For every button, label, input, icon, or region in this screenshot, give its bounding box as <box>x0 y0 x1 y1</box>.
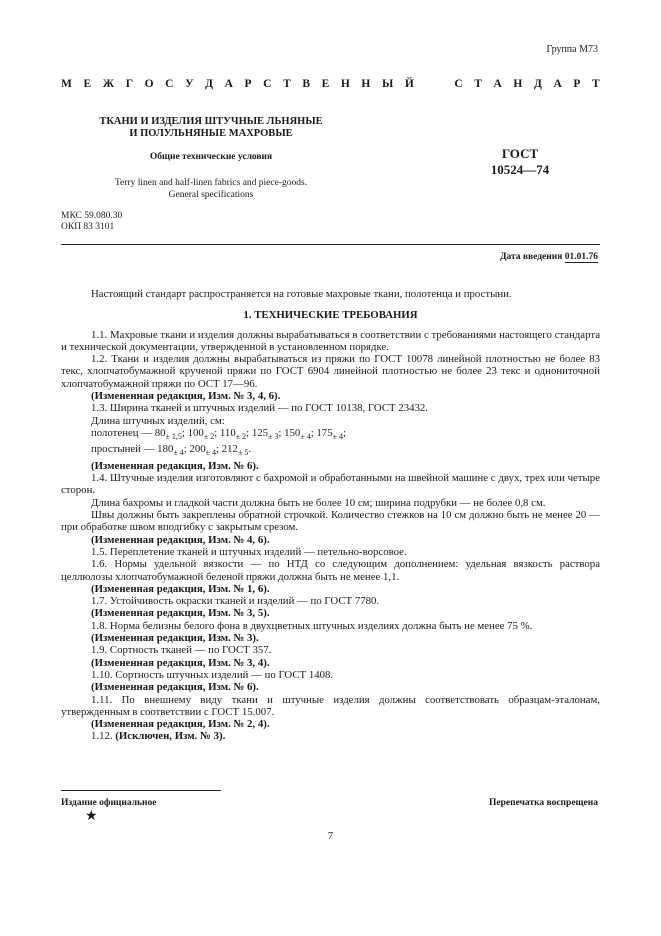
gost-number: 10524—74 <box>490 162 550 177</box>
amendment-note: (Измененная редакция, Изм. № 3, 4, 6). <box>91 390 281 403</box>
towel-lengths-label: полотенец — <box>91 426 155 439</box>
amendment-note: (Измененная редакция, Изм. № 4, 6). <box>91 533 270 546</box>
gost-label: ГОСТ <box>501 146 539 161</box>
clause-1-12-number: 1.12. <box>91 730 113 743</box>
clause-1-10: 1.10. Сортность штучных изделий — по ГОСТ 1408. <box>91 668 334 681</box>
size-value: 150 <box>284 426 301 439</box>
sheet-lengths-label: простыней — <box>91 443 158 456</box>
date-value: 01.01.76 <box>564 252 598 262</box>
size-tolerance: ± 5 <box>237 448 249 458</box>
banner-letter: С <box>263 78 272 90</box>
banner-letter: У <box>185 78 194 90</box>
document-subtitle: Общие технические условия <box>149 152 273 162</box>
mks-code: МКС 59.080.30 <box>61 211 123 221</box>
clause-1-2: 1.2. Ткани и изделия должны вырабатываться из пряжи по ГОСТ 10078 линейной плотностью не более 83 текс, хлопчатобумажной крученой пряжи по ГОСТ 6904 линейной плотностью не более 23 текс и однониточной хлопчатобумажной пряжи по ОСТ 17—96. <box>61 353 600 390</box>
amendment-note: (Измененная редакция, Изм. № 3, 5). <box>91 607 270 620</box>
banner-letter <box>440 78 443 90</box>
clause-1-1: 1.1. Махровые ткани и изделия должны вырабатываться в соответствии с требованиями настоящего стандарта и технической документации, утвержденной в установленном порядке. <box>61 328 600 353</box>
size-value: 200 <box>189 443 206 456</box>
banner-letter: А <box>493 78 502 90</box>
title-line-1: ТКАНИ И ИЗДЕЛИЯ ШТУЧНЫЕ ЛЬНЯНЫЕ <box>99 116 323 127</box>
clause-1-4-seams: Швы должны быть закреплены обратной строчкой. Количество стежков на 10 см должно быть не менее 20 — при обработке швом вподгибку с закрытым срезом. <box>61 509 600 534</box>
sheet-lengths <box>61 443 600 459</box>
size-tolerance: ± 4 <box>332 432 343 442</box>
amendment-note: (Измененная редакция, Изм. № 6). <box>91 681 259 694</box>
english-title <box>61 177 361 201</box>
page-number: 7 <box>327 831 334 842</box>
clause-1-7: 1.7. Устойчивость окраски тканей и изделий — по ГОСТ 7780. <box>91 595 380 608</box>
footer-divider <box>61 790 221 791</box>
towel-lengths <box>61 427 600 443</box>
banner-letter: Н <box>513 78 523 90</box>
clause-1-11: 1.11. По внешнему виду ткани и штучные изделия должны соответствовать образцам-эталонам, утвержденным в соответствии с ГОСТ 15.007. <box>61 693 600 718</box>
size-tolerance: ± 2 <box>203 432 215 442</box>
clause-1-3: 1.3. Ширина тканей и штучных изделий — по ГОСТ 10138, ГОСТ 23432. <box>91 402 429 415</box>
banner-letter <box>425 78 428 90</box>
banner-letter: Н <box>340 78 350 90</box>
group-code: Группа М73 <box>546 44 598 55</box>
document-title <box>61 116 361 140</box>
size-value: 125 <box>251 426 269 439</box>
banner-letter: Г <box>125 78 134 90</box>
amendment-note: (Измененная редакция, Изм. № 3, 4). <box>91 656 270 669</box>
section-heading: 1. ТЕХНИЧЕСКИЕ ТРЕБОВАНИЯ <box>243 309 418 322</box>
banner-letter: Н <box>361 78 371 90</box>
size-value: 175 <box>316 426 333 439</box>
size-tolerance: ± 4 <box>173 448 184 458</box>
size-tolerance: ± 4 <box>205 448 217 458</box>
towel-sizes-list: $80_{\pm 1,5}$; $100_{\pm 2}$; $110_{\pm 2}$; $125_{\pm 3}$; $150_{\pm 4}$; $175_{\pm 4}$; <box>154 426 346 442</box>
clause-1-9: 1.9. Сортность тканей — по ГОСТ 357. <box>91 644 272 657</box>
banner-letter: Д <box>533 78 542 90</box>
official-edition-label: Издание официальное <box>61 798 157 808</box>
size-value: 110 <box>219 426 236 439</box>
banner-letter: Ж <box>102 78 115 90</box>
size-value: 100 <box>187 426 204 439</box>
banner-letter: М <box>61 78 72 90</box>
clause-1-8: 1.8. Норма белизны белого фона в двухцветных штучных изделиях должна быть не менее 75 %. <box>91 619 533 632</box>
size-tolerance: ± 2 <box>235 432 247 442</box>
amendment-note: (Измененная редакция, Изм. № 3). <box>91 632 259 645</box>
clause-1-3-length: Длина штучных изделий, см: <box>91 414 225 427</box>
banner-letter: Р <box>573 78 581 90</box>
english-title-line-2: General specifications <box>168 190 254 200</box>
size-value: 80 <box>154 426 166 439</box>
sheet-sizes-list: $180_{\pm 4}$; $200_{\pm 4}$; $212_{\pm 5}$. <box>157 443 252 458</box>
banner-letter: О <box>144 78 154 90</box>
okp-code: ОКП 83 3101 <box>61 222 115 232</box>
banner-letter: Е <box>321 78 330 90</box>
standard-banner <box>61 78 600 90</box>
banner-letter: Т <box>592 78 600 90</box>
size-tolerance: ± 1,5 <box>165 432 182 442</box>
introduction-date <box>500 252 598 262</box>
banner-letter: В <box>302 78 310 90</box>
clause-1-5: 1.5. Переплетение тканей и штучных изделий — петельно-ворсовое. <box>91 545 407 558</box>
clause-1-12 <box>61 730 600 742</box>
banner-letter: Р <box>244 78 252 90</box>
clause-1-4: 1.4. Штучные изделия изготовляют с бахромой и обработанными на швейной машине с двух, трех или четыре сторон. <box>61 472 600 497</box>
english-title-line-1: Terry linen and half-linen fabrics and piece-goods. <box>114 178 308 188</box>
star-icon: ★ <box>85 809 98 824</box>
clause-1-6: 1.6. Нормы удельной вязкости — по НТД со следующим дополнением: удельная вязкость раствора целлюлозы хлопчатобумажной беленой пряжи должна быть не менее 1,1. <box>61 558 600 583</box>
amendment-note: (Измененная редакция, Изм. № 6). <box>91 459 259 472</box>
amendment-note: (Измененная редакция, Изм. № 1, 6). <box>91 582 270 595</box>
clause-1-12-excluded: (Исключен, Изм. № 3). <box>115 730 226 743</box>
title-line-2: И ПОЛУЛЬНЯНЫЕ МАХРОВЫЕ <box>129 128 293 139</box>
size-value: 180 <box>157 443 174 456</box>
banner-letter: Т <box>474 78 482 90</box>
banner-letter: Д <box>205 78 214 90</box>
banner-letter: С <box>454 78 463 90</box>
amendment-note: (Измененная редакция, Изм. № 2, 4). <box>91 718 270 731</box>
classification-codes <box>61 211 122 233</box>
size-tolerance: ± 4 <box>300 432 311 442</box>
reprint-prohibited-label: Перепечатка воспрещена <box>488 798 598 808</box>
size-value: 212 <box>221 443 238 456</box>
gost-designation <box>470 146 570 178</box>
banner-letter: Ы <box>381 78 394 90</box>
document-body <box>61 288 600 743</box>
clause-1-4-fringe: Длина бахромы и гладкой части должна быть не более 10 см; ширина подрубки — не более 0,8 см. <box>91 496 546 509</box>
banner-letter: С <box>165 78 174 90</box>
size-tolerance: ± 3 <box>268 432 279 442</box>
banner-letter: Е <box>83 78 92 90</box>
banner-letter: А <box>224 78 233 90</box>
header-divider <box>61 244 600 245</box>
intro-paragraph: Настоящий стандарт распространяется на готовые махровые ткани, полотенца и простыни. <box>91 288 512 300</box>
banner-letter: А <box>553 78 562 90</box>
date-label: Дата введения <box>499 252 563 262</box>
banner-letter: Т <box>283 78 291 90</box>
banner-letter: Й <box>404 78 414 90</box>
